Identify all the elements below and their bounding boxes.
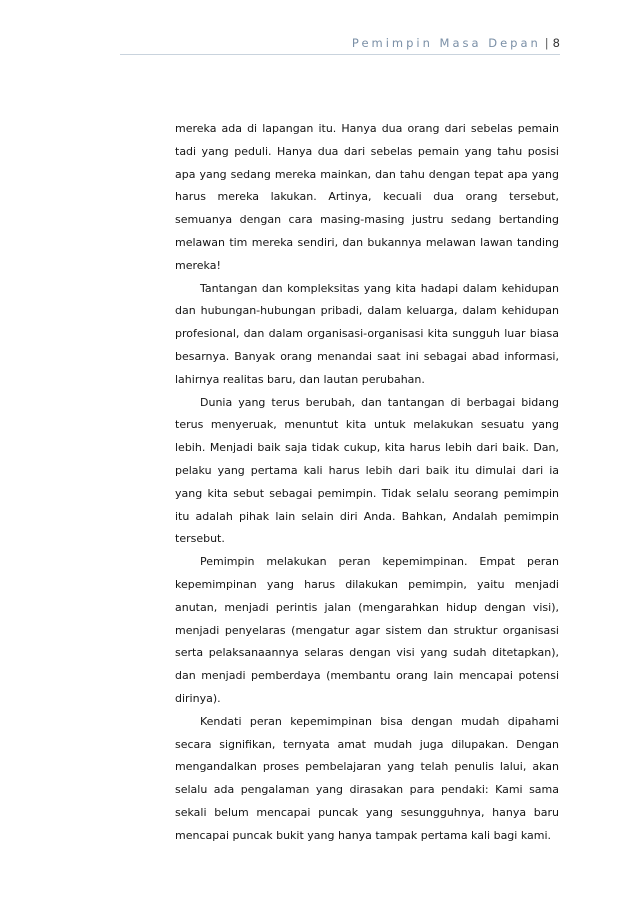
header-rule xyxy=(120,54,560,55)
body-text xyxy=(175,118,559,848)
page-number: 8 xyxy=(552,36,560,50)
paragraph: Pemimpin melakukan peran kepemimpinan. Empat peran kepemimpinan yang harus dilakukan pemimpin, yaitu menjadi anutan, menjadi perintis jalan (mengarahkan hidup dengan visi), menjadi penyelaras (mengatur agar sistem dan struktur organisasi serta pelaksanaannya selaras dengan visi yang sudah ditetapkan), dan menjadi pemberdaya (membantu orang lain mencapai potensi dirinya). xyxy=(175,555,559,705)
paragraph: Tantangan dan kompleksitas yang kita hadapi dalam kehidupan dan hubungan-hubungan pribadi, dalam keluarga, dalam kehidupan profesional, dan dalam organisasi-organisasi kita sungguh luar biasa besarnya. Banyak orang menandai saat ini sebagai abad informasi, lahirnya realitas baru, dan lautan perubahan. xyxy=(175,281,559,386)
running-header xyxy=(120,36,560,54)
paragraph: Kendati peran kepemimpinan bisa dengan mudah dipahami secara signifikan, ternyata amat mudah juga dilupakan. Dengan mengandalkan proses pembelajaran yang telah penulis lalui, akan selalu ada pengalaman yang dirasakan para pendaki: Kami sama sekali belum mencapai puncak yang sesungguhnya, hanya baru mencapai puncak bukit yang hanya tampak pertama kali bagi kami. xyxy=(175,714,559,842)
header-separator: | xyxy=(544,36,549,50)
paragraph: Dunia yang terus berubah, dan tantangan di berbagai bidang terus menyeruak, menuntut kita untuk melakukan sesuatu yang lebih. Menjadi baik saja tidak cukup, kita harus lebih dari baik. Dan, pelaku yang pertama kali harus lebih dari baik itu dimulai dari ia yang kita sebut sebagai pemimpin. Tidak selalu seorang pemimpin itu adalah pihak lain selain diri Anda. Bahkan, Andalah pemimpin tersebut. xyxy=(175,395,559,546)
header-title: Pemimpin Masa Depan xyxy=(351,36,541,50)
paragraph: mereka ada di lapangan itu. Hanya dua orang dari sebelas pemain tadi yang peduli. Hanya dua dari sebelas pemain yang tahu posisi apa yang sedang mereka mainkan, dan tahu dengan tepat apa yang harus mereka lakukan. Artinya, kecuali dua orang tersebut, semuanya dengan cara masing-masing justru sedang bertanding melawan tim mereka sendiri, dan bukannya melawan lawan tanding mereka! xyxy=(175,122,559,272)
